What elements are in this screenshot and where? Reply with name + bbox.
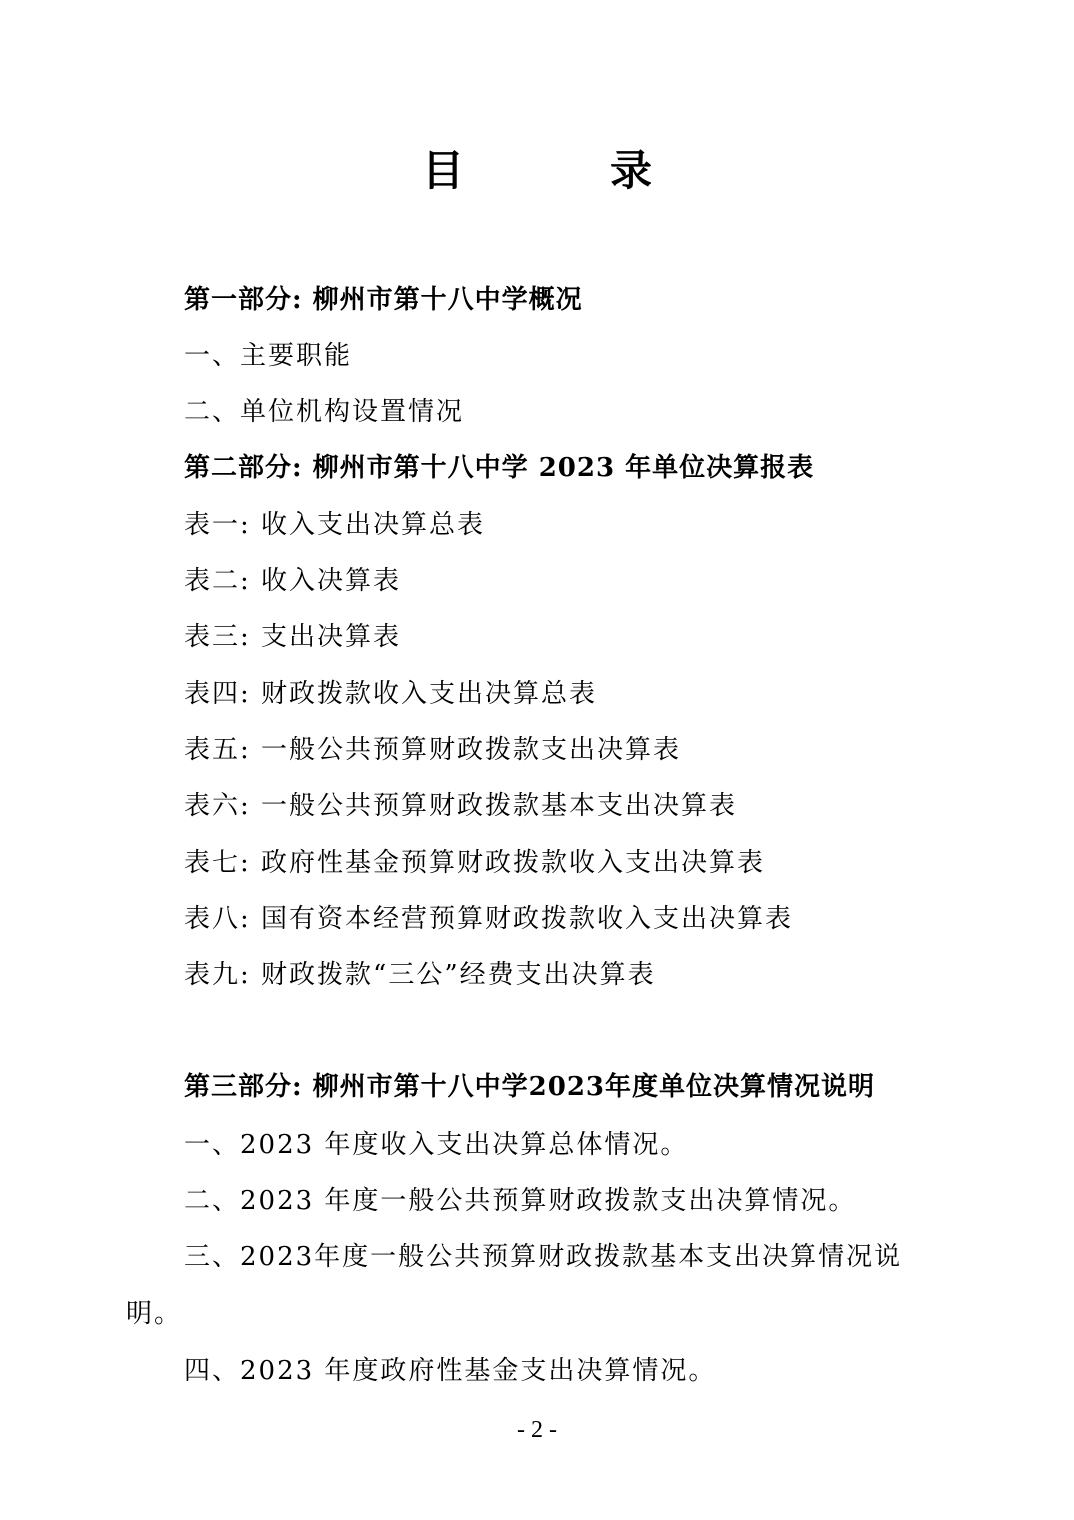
page-title: 目 录 <box>421 146 704 195</box>
toc-item: 表六: 一般公共预算财政拨款基本支出决算表 <box>184 791 738 821</box>
toc-item: 三、2023年度一般公共预算财政拨款基本支出决算情况说 <box>184 1242 903 1272</box>
toc-item: 表三: 支出决算表 <box>184 622 402 652</box>
part1-heading: 第一部分: 柳州市第十八中学概况 <box>184 285 583 315</box>
toc-item: 四、2023 年度政府性基金支出决算情况。 <box>184 1356 717 1386</box>
toc-item: 二、单位机构设置情况 <box>184 397 465 427</box>
toc-item: 二、2023 年度一般公共预算财政拨款支出决算情况。 <box>184 1186 857 1216</box>
page-number: - 2 - <box>517 1417 557 1443</box>
part3-heading: 第三部分: 柳州市第十八中学2023年度单位决算情况说明 <box>184 1072 876 1102</box>
toc-item: 表一: 收入支出决算总表 <box>184 510 486 540</box>
part2-heading: 第二部分: 柳州市第十八中学 2023 年单位决算报表 <box>184 453 815 483</box>
toc-item: 表七: 政府性基金预算财政拨款收入支出决算表 <box>184 848 766 878</box>
toc-item: 表二: 收入决算表 <box>184 566 402 596</box>
toc-item: 一、2023 年度收入支出决算总体情况。 <box>184 1130 689 1160</box>
toc-item: 表四: 财政拨款收入支出决算总表 <box>184 679 598 709</box>
toc-item: 一、主要职能 <box>184 341 353 371</box>
toc-item: 表八: 国有资本经营预算财政拨款收入支出决算表 <box>184 904 794 934</box>
toc-item: 表九: 财政拨款“三公”经费支出决算表 <box>184 960 656 990</box>
toc-item-continuation: 明。 <box>126 1299 183 1329</box>
toc-item: 表五: 一般公共预算财政拨款支出决算表 <box>184 735 682 765</box>
